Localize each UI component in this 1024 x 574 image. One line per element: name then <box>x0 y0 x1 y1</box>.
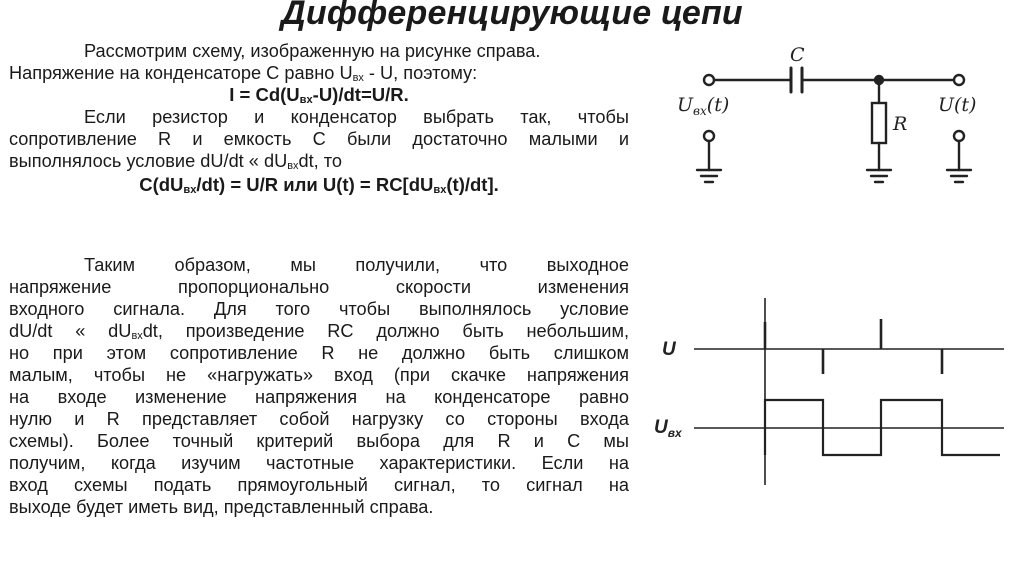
para1-line5: выполнялось условие dU/dt « $dU_{вх}dt$, то <box>9 151 342 172</box>
para2-line2: напряжение пропорционально скорости изменения <box>9 277 629 297</box>
para1-line4: сопротивление R и емкость C были достаточно малыми и <box>9 129 629 149</box>
ground-symbol-resistor <box>867 170 891 182</box>
input-terminal <box>704 75 714 85</box>
para2-line10: получим, когда изучим частотные характеристики. Если на <box>9 453 629 473</box>
waveform-diagram <box>694 298 1004 485</box>
para1-line2: Напряжение на конденсаторе C равно $U_{вх}$ - U, поэтому: <box>9 63 478 84</box>
para2-line4: dU/dt « $dU_{вх}dt$, произведение RC должно быть небольшим, <box>9 321 629 342</box>
resistor <box>872 103 886 143</box>
input-ground-terminal <box>704 131 714 141</box>
output-terminal <box>954 75 964 85</box>
formula-current: $I = Cd(U_{вх}-U)/dt=U/R$. <box>229 84 409 106</box>
para2-line3: входного сигнала. Для того чтобы выполнялось условие <box>9 299 629 319</box>
para1-line1: Рассмотрим схему, изображенную на рисунке справа. <box>84 41 541 61</box>
output-waveform-label: U <box>662 339 676 360</box>
capacitor-label: C <box>790 44 805 66</box>
formula-output: $C(dU_{вх}/dt) = U/R$ или $U(t) = RC[dU_{вх}(t)/dt]$. <box>139 174 499 196</box>
para2-line12: выходе будет иметь вид, представленный справа. <box>9 497 434 517</box>
para2-line5: но при этом сопротивление R не должно быть слишком <box>9 343 629 363</box>
para2-line9: схемы). Более точный критерий выбора для R и C мы <box>9 431 629 451</box>
para1-line3: Если резистор и конденсатор выбрать так, чтобы <box>84 107 629 127</box>
para2-line6: малым, чтобы не «нагружать» вход (при скачке напряжения <box>9 365 629 385</box>
output-ground-terminal <box>954 131 964 141</box>
output-voltage-label: U(t) <box>938 94 977 116</box>
page-title: Дифференцирующие цепи <box>281 0 743 32</box>
resistor-label: R <box>893 113 908 135</box>
para2-line11: вход схемы подать прямоугольный сигнал, то сигнал на <box>9 475 629 495</box>
para2-line8: нулю и R представляет собой нагрузку со стороны входа <box>9 409 629 429</box>
ground-symbol-output <box>947 170 971 182</box>
rc-circuit-diagram <box>697 68 971 182</box>
para2-line1: Таким образом, мы получили, что выходное <box>84 255 629 275</box>
input-voltage-label: $U_{вх}(t)$ <box>677 94 730 118</box>
para2-line7: на входе изменение напряжения на конденсаторе равно <box>9 387 629 407</box>
ground-symbol-input <box>697 170 721 182</box>
input-waveform-label: $U_{вх}$ <box>654 417 682 440</box>
